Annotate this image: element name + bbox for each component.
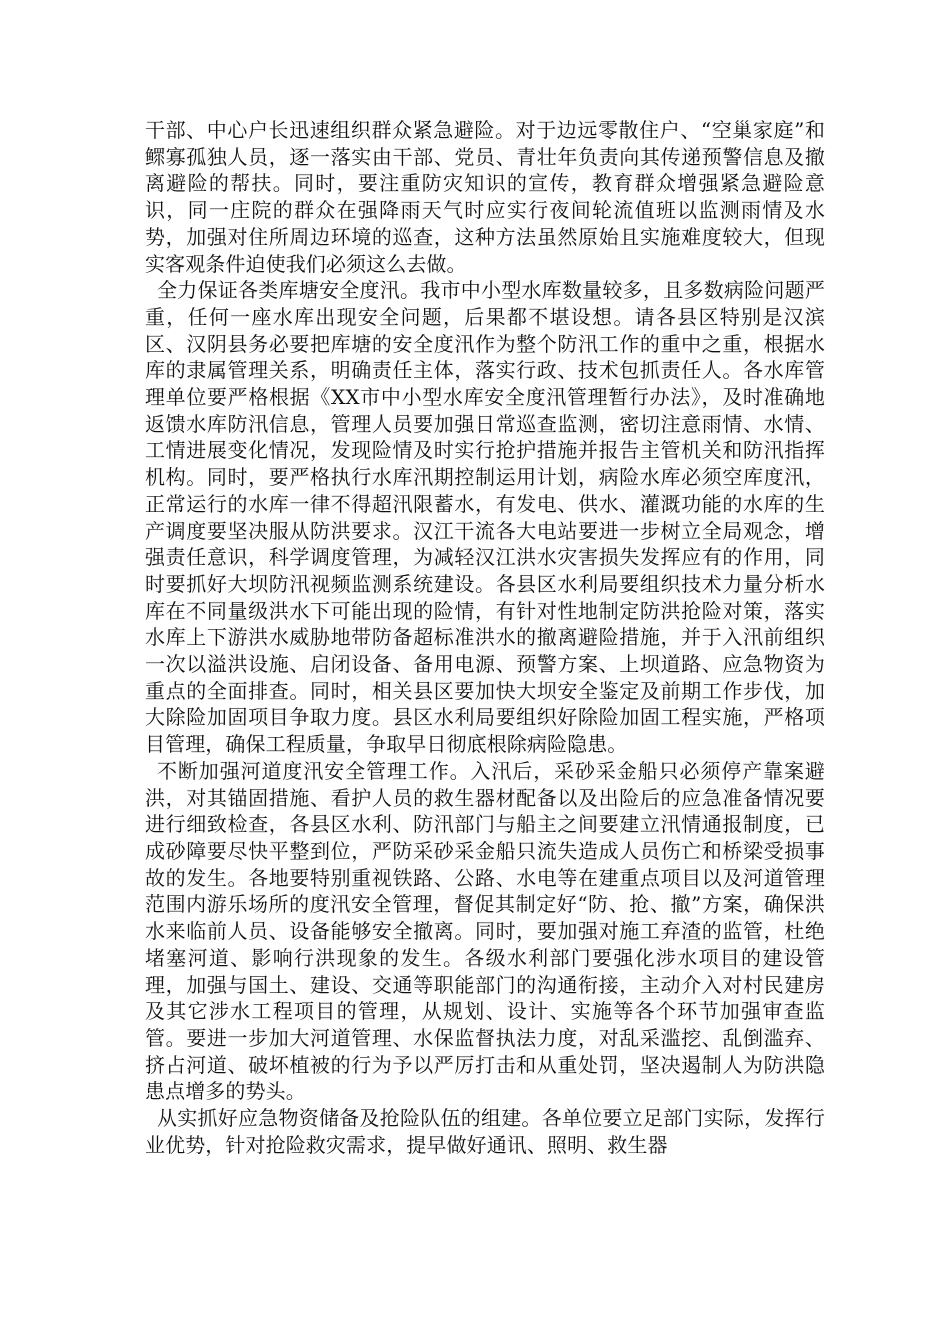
- paragraph-emergency-supplies: 从实抓好应急物资储备及抢险队伍的组建。各单位要立足部门实际，发挥行业优势，针对抢险救灾需求，提早做好通讯、照明、救生器: [145, 1106, 825, 1157]
- paragraph-evacuation-assistance: 干部、中心户长迅速组织群众紧急避险。对于边远零散住户、“空巢家庭”和鳏寡孤独人员，逐一落实由干部、党员、青壮年负责向其传递预警信息及撤离避险的帮扶。同时，要注重防灾知识的宣传，教育群众增强紧急避险意识，同一庄院的群众在强降雨天气时应实行夜间轮流值班以监测雨情及水势，加强对住所周边环境的巡查，这种方法虽然原始且实施难度较大，但现实客观条件迫使我们必须这么去做。: [145, 118, 825, 276]
- paragraph-river-management: 不断加强河道度汛安全管理工作。入汛后，采砂采金船只必须停产靠案避洪，对其锚固措施、看护人员的救生器材配备以及出险后的应急准备情况要进行细致检查，各县区水利、防汛部门与船主之间要建立汛情通报制度，已成砂障要尽快平整到位，严防采砂采金船只流失造成人员伤亡和桥梁受损事故的发生。各地要特别重视铁路、公路、水电等在建重点项目以及河道管理范围内游乐场所的度汛安全管理，督促其制定好“防、抢、撤”方案，确保洪水来临前人员、设备能够安全撤离。同时，要加强对施工弃渣的监管，杜绝堵塞河道、影响行洪现象的发生。各级水利部门要强化涉水项目的建设管理，加强与国土、建设、交通等职能部门的沟通衔接，主动介入对村民建房及其它涉水工程项目的管理，从规划、设计、实施等各个环节加强审查监管。要进一步加大河道管理、水保监督执法力度，对乱采滥挖、乱倒滥弃、挤占河道、破坏植被的行为予以严厉打击和从重处罚，坚决遏制人为防洪隐患点增多的势头。: [145, 758, 825, 1104]
- document-page: [145, 117, 825, 1158]
- paragraph-reservoir-safety: 全力保证各类库塘安全度汛。我市中小型水库数量较多，且多数病险问题严重，任何一座水库出现安全问题，后果都不堪设想。请各县区特别是汉滨区、汉阴县务必要把库塘的安全度汛作为整个防汛工作的重中之重，根据水库的隶属管理关系，明确责任主体，落实行政、技术包抓责任人。各水库管理单位要严格根据《XX市中小型水库安全度汛管理暂行办法》，及时准确地返馈水库防汛信息，管理人员要加强日常巡查监测，密切注意雨情、水情、工情进展变化情况，发现险情及时实行抢护措施并报告主管机关和防汛指挥机构。同时，要严格执行水库汛期控制运用计划，病险水库必须空库度汛，正常运行的水库一律不得超汛限蓄水，有发电、供水、灌溉功能的水库的生产调度要坚决服从防洪要求。汉江干流各大电站要进一步树立全局观念，增强责任意识，科学调度管理，为减轻汉江洪水灾害损失发挥应有的作用，同时要抓好大坝防汛视频监测系统建设。各县区水利局要组织技术力量分析水库在不同量级洪水下可能出现的险情，有针对性地制定防洪抢险对策，落实水库上下游洪水威胁地带防备超标准洪水的撤离避险措施，并于入汛前组织一次以溢洪设施、启闭设备、备用电源、预警方案、上坝道路、应急物资为重点的全面排查。同时，相关县区要加快大坝安全鉴定及前期工作步伐，加大除险加固项目争取力度。县区水利局要组织好除险加固工程实施，严格项目管理，确保工程质量，争取早日彻底根除病险隐患。: [145, 278, 825, 757]
